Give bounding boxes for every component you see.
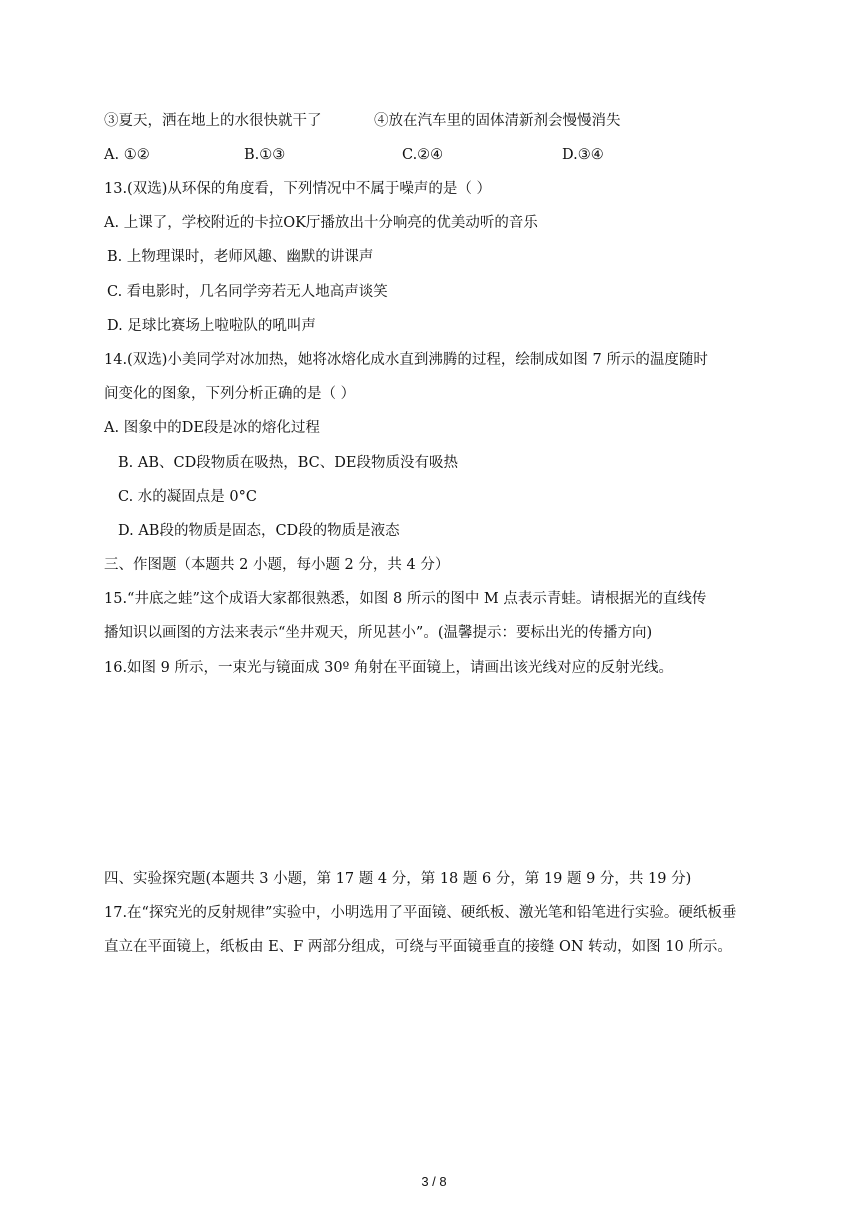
q13-option-b: B. 上物理课时，老师风趣、幽默的讲课声 — [107, 249, 374, 265]
q17-line-1: 17.在“探究光的反射规律”实验中，小明选用了平面镜、硬纸板、激光笔和铅笔进行实验。硬纸板垂 — [104, 905, 737, 921]
q15-line-1: 15.“井底之蛙”这个成语大家都很熟悉，如图 8 所示的图中 M 点表示青蛙。请根据光的直线传 — [104, 591, 707, 607]
q12-option-d: D.③④ — [562, 147, 604, 163]
q14-option-a: A. 图象中的DE段是冰的熔化过程 — [104, 420, 320, 436]
q15-line-2: 播知识以画图的方法来表示“坐井观天，所见甚小”。(温馨提示：要标出光的传播方向) — [104, 625, 653, 641]
q12-option-b: B.①③ — [244, 147, 286, 163]
page-number: 3 / 8 — [421, 1174, 447, 1189]
section-4-heading: 四、实验探究题(本题共 3 小题，第 17 题 4 分，第 18 题 6 分，第 19 题 9 分，共 19 分) — [104, 871, 692, 887]
q12-item-3: ③夏天，洒在地上的水很快就干了 — [104, 113, 322, 129]
q13-option-c: C. 看电影时，几名同学旁若无人地高声谈笑 — [107, 284, 388, 300]
q12-item-4: ④放在汽车里的固体清新剂会慢慢消失 — [374, 113, 621, 129]
q14-option-d: D. AB段的物质是固态，CD段的物质是液态 — [118, 523, 400, 539]
q13-option-d: D. 足球比赛场上啦啦队的吼叫声 — [107, 318, 316, 334]
section-3-heading: 三、作图题（本题共 2 小题，每小题 2 分，共 4 分） — [104, 557, 450, 573]
q16-line-1: 16.如图 9 所示，一束光与镜面成 30º 角射在平面镜上，请画出该光线对应的反射光线。 — [104, 660, 673, 676]
q12-option-a: A. ①② — [104, 147, 150, 163]
q13-option-a: A. 上课了，学校附近的卡拉OK厅播放出十分响亮的优美动听的音乐 — [104, 215, 538, 231]
q14-stem-line-2: 间变化的图象，下列分析正确的是（ ） — [104, 386, 356, 402]
q14-option-c: C. 水的凝固点是 0°C — [118, 489, 257, 505]
q12-option-c: C.②④ — [402, 147, 444, 163]
q14-stem-line-1: 14.(双选)小美同学对冰加热，她将冰熔化成水直到沸腾的过程，绘制成如图 7 所示的温度随时 — [104, 352, 708, 368]
q14-option-b: B. AB、CD段物质在吸热，BC、DE段物质没有吸热 — [118, 455, 458, 471]
q13-stem: 13.(双选)从环保的角度看，下列情况中不属于噪声的是（ ） — [104, 181, 491, 197]
q17-line-2: 直立在平面镜上，纸板由 E、F 两部分组成，可绕与平面镜垂直的接缝 ON 转动，如图 10 所示。 — [104, 939, 732, 955]
